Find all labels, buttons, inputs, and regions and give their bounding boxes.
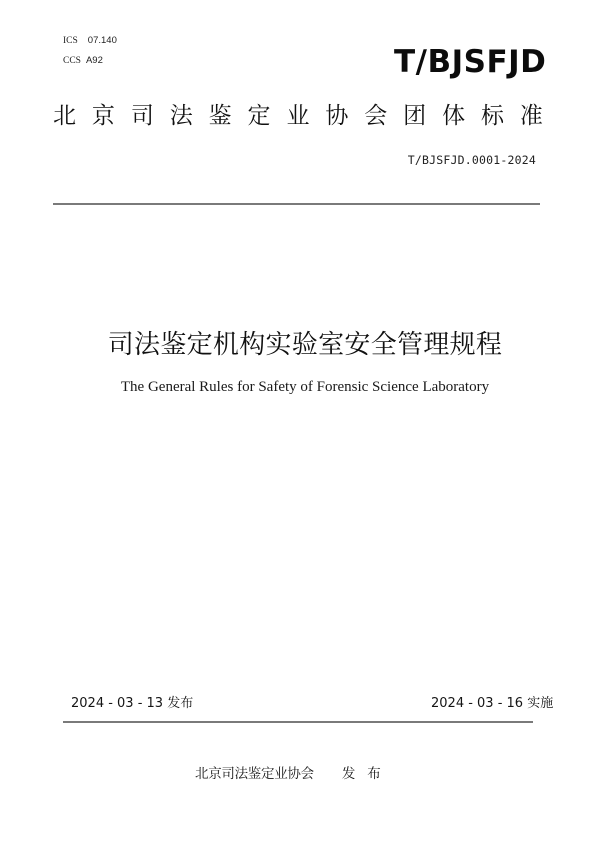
publish-date-value: 2024 - 03 - 13	[71, 696, 164, 711]
ics-value: 07.140	[87, 35, 117, 46]
header-char: 准	[519, 103, 543, 129]
bottom-divider	[63, 721, 533, 723]
header-char: 标	[480, 103, 504, 129]
header-char: 业	[286, 103, 310, 129]
publish-date	[71, 695, 193, 713]
document-title-english: The General Rules for Safety of Forensic Science Laboratory	[120, 379, 490, 395]
document-title-chinese: 司法鉴定机构实验室安全管理规程	[107, 330, 503, 360]
publisher-line	[195, 764, 393, 784]
publish-date-label: 发布	[167, 696, 194, 711]
header-char: 京	[91, 103, 115, 129]
ics-label: ICS	[63, 36, 78, 46]
header-char: 团	[403, 103, 427, 129]
header-char: 司	[130, 103, 154, 129]
effective-date	[431, 695, 553, 713]
header-char: 鉴	[208, 103, 232, 129]
ccs-label: CCS	[63, 56, 81, 66]
header-char: 定	[247, 103, 271, 129]
standard-number: T/BJSFJD.0001-2024	[407, 153, 536, 167]
header-char: 协	[325, 103, 349, 129]
ccs-value: A92	[85, 55, 103, 66]
ics-code	[63, 35, 117, 47]
top-divider	[53, 203, 540, 205]
standard-logo: T/BJSFJD	[394, 44, 547, 80]
header-char: 北	[53, 103, 76, 129]
publisher-organization: 北京司法鉴定业协会	[195, 766, 314, 782]
effective-date-label: 实施	[527, 696, 554, 711]
header-char: 法	[169, 103, 193, 129]
effective-date-value: 2024 - 03 - 16	[431, 696, 524, 711]
header-char: 会	[364, 103, 388, 129]
header-char: 体	[442, 103, 466, 129]
publisher-action: 发布	[341, 766, 393, 782]
ccs-code	[63, 55, 103, 67]
org-standard-header	[53, 101, 543, 131]
